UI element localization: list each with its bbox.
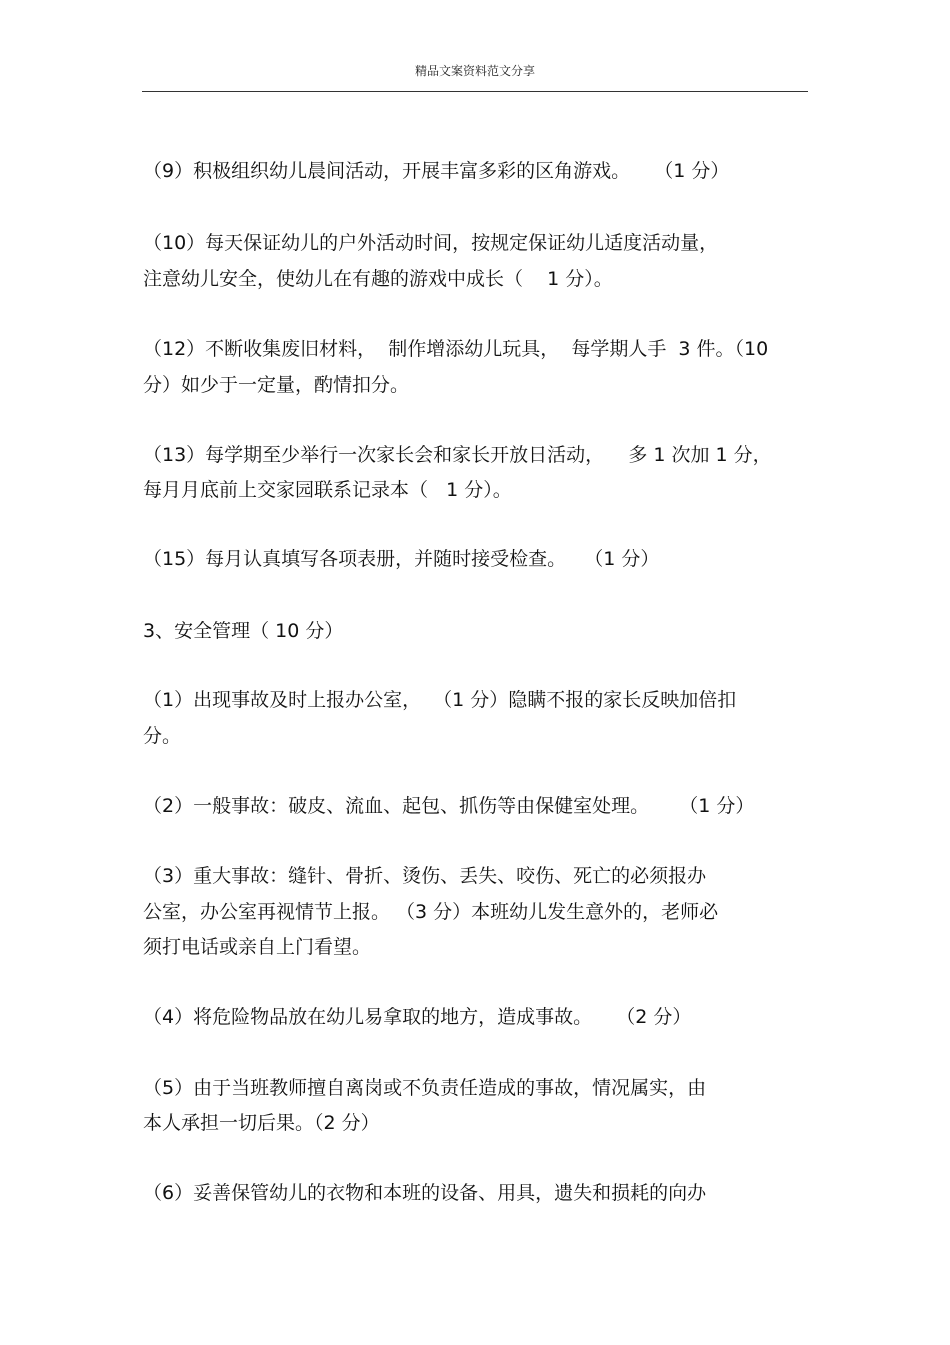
text-line: （2）一般事故：破皮、流血、起包、抓伤等由保健室处理。 （1 分） (143, 795, 755, 817)
text-line: （6）妥善保管幼儿的衣物和本班的设备、用具，遗失和损耗的向办 (143, 1182, 707, 1204)
text-line: 公室，办公室再视情节上报。 （3 分）本班幼儿发生意外的，老师必 (143, 901, 719, 923)
text-line: 分。 (143, 725, 182, 747)
text-line: （10）每天保证幼儿的户外活动时间，按规定保证幼儿适度活动量， (143, 232, 719, 254)
text-line: （1）出现事故及时上报办公室， （1 分）隐瞒不报的家长反映加倍扣 (143, 689, 737, 711)
text-line: （12）不断收集废旧材料， 制作增添幼儿玩具， 每学期人手 3 件。（10 (143, 338, 769, 360)
text-line: 分）如少于一定量，酌情扣分。 (143, 374, 410, 396)
text-line: （4）将危险物品放在幼儿易拿取的地方，造成事故。 （2 分） (143, 1006, 692, 1028)
text-line: （13）每学期至少举行一次家长会和家长开放日活动， 多 1 次加 1 分， (143, 444, 772, 466)
text-line: （15）每月认真填写各项表册，并随时接受检查。 （1 分） (143, 548, 660, 570)
header-divider (142, 91, 808, 92)
text-line: 本人承担一切后果。（2 分） (143, 1112, 380, 1134)
text-line: （5）由于当班教师擅自离岗或不负责任造成的事故，情况属实，由 (143, 1077, 707, 1099)
text-line: （3）重大事故：缝针、骨折、烫伤、丢失、咬伤、死亡的必须报办 (143, 865, 707, 887)
text-line: 须打电话或亲自上门看望。 (143, 936, 372, 958)
text-line: 注意幼儿安全，使幼儿在有趣的游戏中成长（ 1 分）。 (143, 268, 613, 290)
text-line: 每月月底前上交家园联系记录本（ 1 分）。 (143, 479, 512, 501)
text-line: （9）积极组织幼儿晨间活动，开展丰富多彩的区角游戏。 （1 分） (143, 160, 730, 182)
section-heading: 3、安全管理（ 10 分） (143, 620, 344, 642)
page-header: 精品文案资料范文分享 (414, 64, 535, 78)
